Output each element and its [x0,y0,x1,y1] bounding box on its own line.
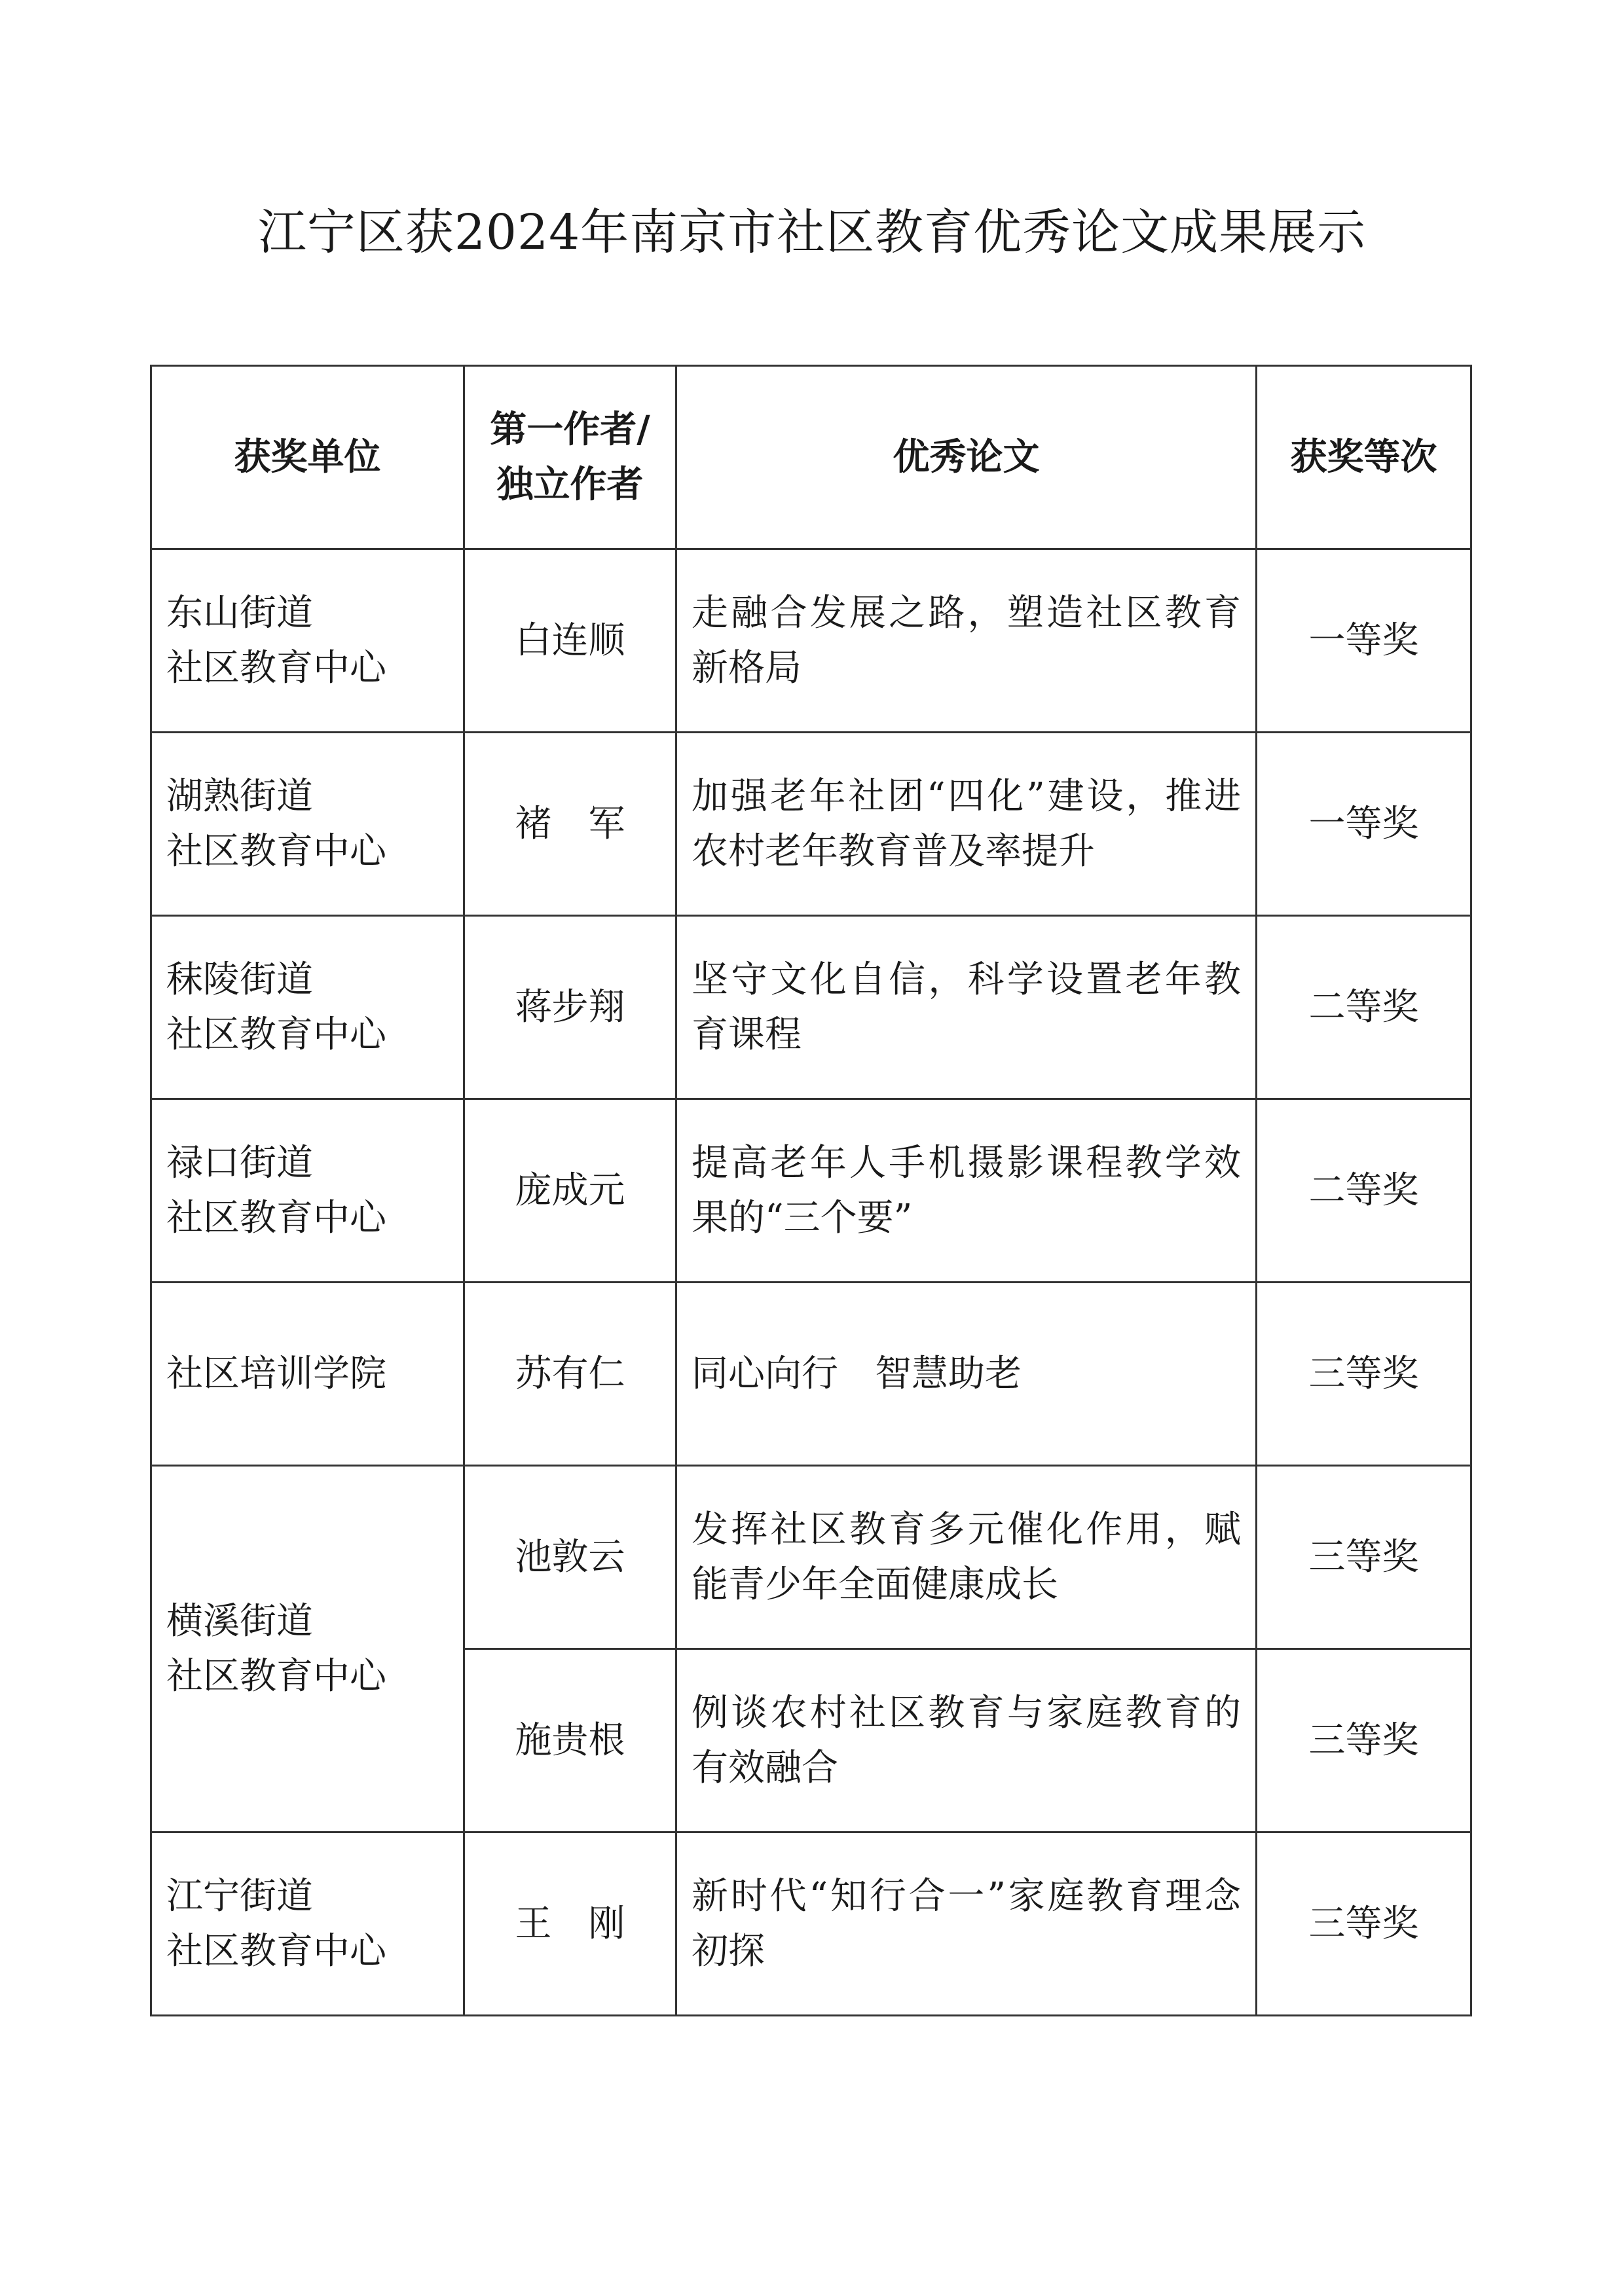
table-row [151,733,1471,916]
cell-grade: 一等奖 [1257,733,1471,916]
table-row [151,916,1471,1099]
cell-paper: 同心向行 智慧助老 [676,1283,1257,1466]
cell-grade: 一等奖 [1257,549,1471,733]
unit-line2: 社区教育中心 [166,646,386,689]
unit-line2: 社区教育中心 [166,1929,386,1973]
cell-author: 施贵根 [464,1649,676,1832]
table-row [151,549,1471,733]
cell-grade: 二等奖 [1257,916,1471,1099]
cell-grade: 三等奖 [1257,1466,1471,1649]
table-row [151,1099,1471,1283]
unit-line2: 社区教育中心 [166,829,386,873]
award-table [150,365,1472,2016]
cell-grade: 二等奖 [1257,1099,1471,1283]
header-unit: 获奖单位 [151,366,464,549]
cell-unit [151,549,464,733]
cell-grade: 三等奖 [1257,1649,1471,1832]
cell-grade: 三等奖 [1257,1283,1471,1466]
unit-line1: 湖熟街道 [166,774,313,818]
cell-unit [151,1832,464,2016]
cell-unit [151,1099,464,1283]
unit-line1: 秣陵街道 [166,958,313,1001]
header-author-line1: 第一作者/ [490,408,650,451]
unit-line1: 江宁街道 [166,1874,313,1918]
cell-paper: 走融合发展之路，塑造社区教育新格局 [676,549,1257,733]
header-author-line2: 独立作者 [496,463,644,506]
cell-paper: 坚守文化自信，科学设置老年教育课程 [676,916,1257,1099]
cell-author: 池敦云 [464,1466,676,1649]
unit-line2: 社区教育中心 [166,1654,386,1698]
cell-paper: 例谈农村社区教育与家庭教育的有效融合 [676,1649,1257,1832]
cell-paper: 发挥社区教育多元催化作用，赋能青少年全面健康成长 [676,1466,1257,1649]
cell-paper: 加强老年社团“四化”建设，推进农村老年教育普及率提升 [676,733,1257,916]
page-title: 江宁区获2024年南京市社区教育优秀论文成果展示 [257,204,1367,261]
cell-unit: 社区培训学院 [151,1283,464,1466]
cell-paper: 提高老年人手机摄影课程教学效果的“三个要” [676,1099,1257,1283]
cell-author: 白连顺 [464,549,676,733]
unit-line1: 禄口街道 [166,1141,313,1184]
cell-grade: 三等奖 [1257,1832,1471,2016]
cell-author: 王 刚 [464,1832,676,2016]
unit-line1: 东山街道 [166,591,313,634]
cell-unit [151,916,464,1099]
cell-unit [151,1466,464,1832]
header-author [464,366,676,549]
table-row [151,1466,1471,1649]
cell-author: 苏有仁 [464,1283,676,1466]
header-grade: 获奖等次 [1257,366,1471,549]
cell-author: 蒋步翔 [464,916,676,1099]
cell-paper: 新时代“知行合一”家庭教育理念初探 [676,1832,1257,2016]
table-row [151,1283,1471,1466]
unit-line1: 横溪街道 [166,1599,313,1643]
unit-line2: 社区教育中心 [166,1013,386,1056]
header-paper: 优秀论文 [676,366,1257,549]
table-row [151,1832,1471,2016]
cell-author: 庞成元 [464,1099,676,1283]
cell-author: 褚 军 [464,733,676,916]
cell-unit [151,733,464,916]
table-header-row [151,366,1471,549]
unit-line2: 社区教育中心 [166,1196,386,1239]
